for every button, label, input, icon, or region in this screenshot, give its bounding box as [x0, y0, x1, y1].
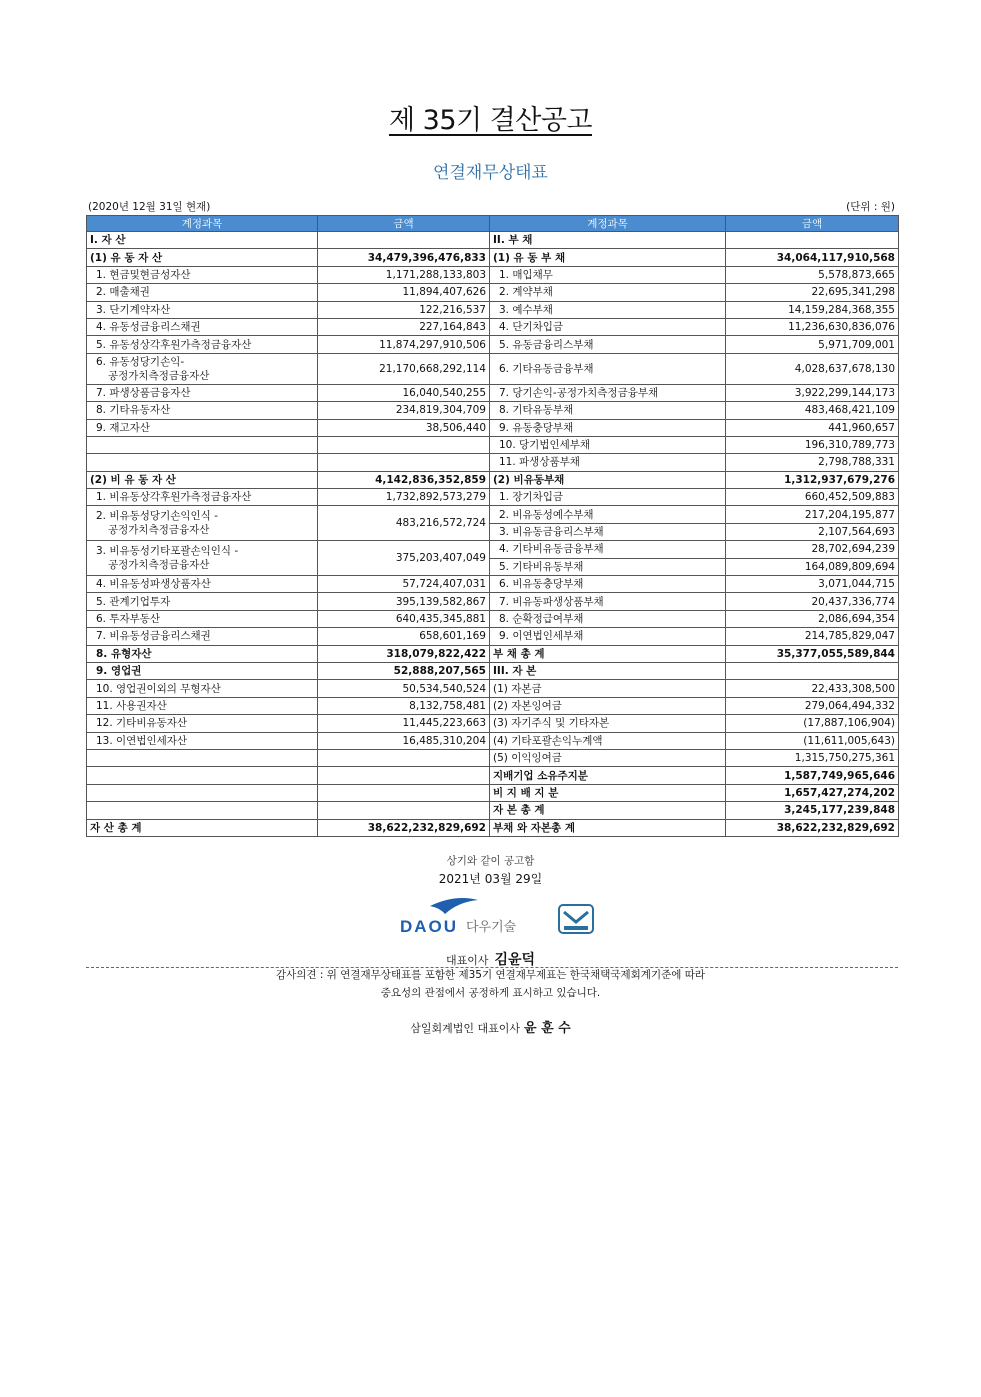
amount-cell: 2,798,788,331	[726, 454, 899, 471]
account-cell: 1. 매입채무	[490, 266, 726, 283]
account-cell: II. 부 채	[490, 232, 726, 249]
account-cell	[87, 749, 318, 766]
account-cell: 3. 비유동금융리스부채	[490, 523, 726, 540]
table-row	[87, 680, 899, 697]
table-row	[87, 249, 899, 266]
amount-cell: 2,107,564,693	[726, 523, 899, 540]
table-row	[87, 384, 899, 401]
account-cell: 8. 순확정급여부채	[490, 610, 726, 627]
auditor-signature	[0, 1017, 981, 1036]
table-row	[87, 402, 899, 419]
account-cell: 8. 유형자산	[87, 645, 318, 662]
amount-cell: 8,132,758,481	[318, 697, 490, 714]
ceo-label: 대표이사	[445, 954, 489, 967]
account-cell: 부채 와 자본총 계	[490, 819, 726, 836]
account-cell: 1. 장기차입금	[490, 489, 726, 506]
account-cell	[87, 454, 318, 471]
account-cell: 6. 기타유동금융부채	[490, 353, 726, 384]
amount-cell: 11,894,407,626	[318, 284, 490, 301]
amount-cell: 11,445,223,663	[318, 715, 490, 732]
account-line: 6. 유동성당기손익-	[96, 355, 185, 368]
account-cell: 8. 기타유동자산	[87, 402, 318, 419]
amount-cell: 1,171,288,133,803	[318, 266, 490, 283]
account-cell	[87, 506, 318, 541]
amount-cell: 22,695,341,298	[726, 284, 899, 301]
account-cell: 11. 파생상품부채	[490, 454, 726, 471]
account-line: 공정가치측정금융자산	[108, 369, 210, 382]
amount-cell: 11,236,630,836,076	[726, 318, 899, 335]
account-line: 3. 비유동성기타포괄손익인식 -	[96, 545, 239, 558]
table-header-row	[87, 216, 899, 232]
table-row	[87, 232, 899, 249]
table-row	[87, 628, 899, 645]
account-cell: 9. 재고자산	[87, 419, 318, 436]
account-cell: (2) 비유동부채	[490, 471, 726, 488]
table-row	[87, 819, 899, 836]
balance-sheet-table	[86, 215, 899, 837]
amount-cell: 441,960,657	[726, 419, 899, 436]
table-row	[87, 802, 899, 819]
account-cell: 비 지 배 지 분	[490, 784, 726, 801]
header-account-left: 계정과목	[87, 216, 318, 232]
account-cell: (1) 유 동 부 채	[490, 249, 726, 266]
account-cell: 12. 기타비유동자산	[87, 715, 318, 732]
account-cell	[87, 541, 318, 576]
amount-cell: 658,601,169	[318, 628, 490, 645]
account-cell: 7. 당기손익-공정가치측정금융부채	[490, 384, 726, 401]
account-cell: 1. 현금및현금성자산	[87, 266, 318, 283]
amount-cell: 16,485,310,204	[318, 732, 490, 749]
amount-cell: 1,657,427,274,202	[726, 784, 899, 801]
account-cell: III. 자 본	[490, 662, 726, 679]
logo-korean: 다우기술	[466, 920, 517, 935]
account-cell: 6. 비유동충당부채	[490, 576, 726, 593]
amount-cell: 227,164,843	[318, 318, 490, 335]
header-amount-left: 금액	[318, 216, 490, 232]
amount-cell: 50,534,540,524	[318, 680, 490, 697]
amount-cell: 34,479,396,476,833	[318, 249, 490, 266]
account-line: 2. 비유동성당기손익인식 -	[96, 510, 218, 523]
account-cell: 자 산 총 계	[87, 819, 318, 836]
amount-cell: 38,506,440	[318, 419, 490, 436]
amount-cell: 38,622,232,829,692	[726, 819, 899, 836]
page-title: 제 35기 결산공고	[388, 105, 592, 136]
amount-cell: 279,064,494,332	[726, 697, 899, 714]
account-cell	[87, 436, 318, 453]
account-cell: 5. 기타비유동부채	[490, 558, 726, 575]
amount-cell: 21,170,668,292,114	[318, 353, 490, 384]
amount-cell: 28,702,694,239	[726, 541, 899, 558]
audit-opinion-line2: 중요성의 관점에서 공정하게 표시하고 있습니다.	[380, 987, 601, 999]
table-row	[87, 318, 899, 335]
table-row	[87, 419, 899, 436]
auditor-label: 삼일회계법인 대표이사	[410, 1022, 521, 1035]
amount-cell	[318, 454, 490, 471]
amount-cell: 483,468,421,109	[726, 402, 899, 419]
logo-wing-icon	[430, 898, 478, 914]
amount-cell: 2,086,694,354	[726, 610, 899, 627]
account-cell: 3. 예수부채	[490, 301, 726, 318]
amount-cell: 395,139,582,867	[318, 593, 490, 610]
table-row	[87, 284, 899, 301]
account-cell: (1) 자본금	[490, 680, 726, 697]
table-row	[87, 767, 899, 784]
amount-cell: (17,887,106,904)	[726, 715, 899, 732]
table-row	[87, 732, 899, 749]
amount-cell: 214,785,829,047	[726, 628, 899, 645]
table-row	[87, 301, 899, 318]
amount-cell	[318, 749, 490, 766]
amount-cell: 3,071,044,715	[726, 576, 899, 593]
table-row	[87, 715, 899, 732]
account-cell: 13. 이연법인세자산	[87, 732, 318, 749]
account-cell: (2) 비 유 동 자 산	[87, 471, 318, 488]
account-cell: 10. 영업권이외의 무형자산	[87, 680, 318, 697]
account-cell	[87, 784, 318, 801]
account-cell	[87, 767, 318, 784]
table-row	[87, 662, 899, 679]
account-cell: 지배기업 소유주지분	[490, 767, 726, 784]
table-row	[87, 645, 899, 662]
table-row	[87, 353, 899, 384]
amount-cell: 3,245,177,239,848	[726, 802, 899, 819]
amount-cell: 38,622,232,829,692	[318, 819, 490, 836]
ceo-name: 김윤덕	[494, 952, 536, 968]
account-cell: 부 채 총 계	[490, 645, 726, 662]
amount-cell: 4,028,637,678,130	[726, 353, 899, 384]
amount-cell: 5,578,873,665	[726, 266, 899, 283]
amount-cell	[318, 802, 490, 819]
account-cell: 2. 매출채권	[87, 284, 318, 301]
account-cell: 2. 계약부채	[490, 284, 726, 301]
logo-text: DAOU	[400, 917, 459, 936]
account-cell: (3) 자기주식 및 기타자본	[490, 715, 726, 732]
table-row	[87, 436, 899, 453]
account-cell: (2) 자본잉여금	[490, 697, 726, 714]
date-note: (2020년 12월 31일 현재)	[88, 201, 211, 213]
account-cell: 4. 유동성금융리스채권	[87, 318, 318, 335]
account-cell: 2. 비유동성예수부채	[490, 506, 726, 523]
amount-cell: 35,377,055,589,844	[726, 645, 899, 662]
amount-cell: 318,079,822,422	[318, 645, 490, 662]
company-seal-icon	[558, 904, 594, 934]
table-row	[87, 749, 899, 766]
amount-cell: 1,587,749,965,646	[726, 767, 899, 784]
account-cell: 5. 관계기업투자	[87, 593, 318, 610]
table-row	[87, 784, 899, 801]
amount-cell: 11,874,297,910,506	[318, 336, 490, 353]
audit-opinion-line1: 감사의견 : 위 연결재무상태표를 포함한 제35기 연결재무제표는 한국채택국제회계기준에 따라	[275, 969, 706, 981]
account-cell: 10. 당기법인세부채	[490, 436, 726, 453]
amount-cell: (11,611,005,643)	[726, 732, 899, 749]
account-cell: 4. 단기차입금	[490, 318, 726, 335]
amount-cell: 660,452,509,883	[726, 489, 899, 506]
amount-cell: 217,204,195,877	[726, 506, 899, 523]
account-cell: (4) 기타포괄손익누계액	[490, 732, 726, 749]
amount-cell: 1,315,750,275,361	[726, 749, 899, 766]
notice-date: 2021년 03월 29일	[438, 872, 543, 886]
account-cell: 7. 비유동성금융리스채권	[87, 628, 318, 645]
table-row	[87, 471, 899, 488]
amount-cell: 483,216,572,724	[318, 506, 490, 541]
account-cell: 9. 영업권	[87, 662, 318, 679]
amount-cell: 14,159,284,368,355	[726, 301, 899, 318]
table-row	[87, 266, 899, 283]
amount-cell: 20,437,336,774	[726, 593, 899, 610]
header-account-right: 계정과목	[490, 216, 726, 232]
account-cell: I. 자 산	[87, 232, 318, 249]
amount-cell: 52,888,207,565	[318, 662, 490, 679]
account-cell: 11. 사용권자산	[87, 697, 318, 714]
table-row	[87, 610, 899, 627]
table-row	[87, 489, 899, 506]
amount-cell	[318, 767, 490, 784]
statement-subtitle: 연결재무상태표	[433, 163, 548, 183]
amount-cell: 16,040,540,255	[318, 384, 490, 401]
account-line: 공정가치측정금융자산	[108, 559, 210, 572]
account-cell: 9. 유동충당부채	[490, 419, 726, 436]
amount-cell: 1,312,937,679,276	[726, 471, 899, 488]
table-row	[87, 576, 899, 593]
account-line: 공정가치측정금융자산	[108, 524, 210, 537]
amount-cell	[318, 784, 490, 801]
daou-logo	[400, 896, 530, 936]
account-cell: 자 본 총 계	[490, 802, 726, 819]
amount-cell: 5,971,709,001	[726, 336, 899, 353]
amount-cell: 22,433,308,500	[726, 680, 899, 697]
amount-cell: 122,216,537	[318, 301, 490, 318]
account-cell: 3. 단기계약자산	[87, 301, 318, 318]
table-row	[87, 506, 899, 523]
amount-cell	[318, 436, 490, 453]
account-cell: 8. 기타유동부채	[490, 402, 726, 419]
account-cell	[87, 802, 318, 819]
auditor-name: 윤 훈 수	[524, 1021, 571, 1036]
unit-note: (단위 : 원)	[846, 201, 895, 213]
amount-cell: 164,089,809,694	[726, 558, 899, 575]
account-cell: (5) 이익잉여금	[490, 749, 726, 766]
ceo-signature	[0, 949, 981, 969]
amount-cell: 375,203,407,049	[318, 541, 490, 576]
table-row	[87, 454, 899, 471]
notice-text: 상기와 같이 공고함	[446, 855, 535, 867]
account-cell: 7. 비유동파생상품부채	[490, 593, 726, 610]
account-cell: 4. 기타비유동금융부채	[490, 541, 726, 558]
account-cell: 9. 이연법인세부채	[490, 628, 726, 645]
account-cell: 5. 유동성상각후원가측정금융자산	[87, 336, 318, 353]
amount-cell: 234,819,304,709	[318, 402, 490, 419]
amount-cell: 1,732,892,573,279	[318, 489, 490, 506]
account-cell: 7. 파생상품금융자산	[87, 384, 318, 401]
amount-cell: 4,142,836,352,859	[318, 471, 490, 488]
table-row	[87, 697, 899, 714]
account-cell: (1) 유 동 자 산	[87, 249, 318, 266]
account-cell	[87, 353, 318, 384]
amount-cell	[726, 232, 899, 249]
table-row	[87, 593, 899, 610]
amount-cell	[318, 232, 490, 249]
account-cell: 4. 비유동성파생상품자산	[87, 576, 318, 593]
account-cell: 5. 유동금융리스부채	[490, 336, 726, 353]
amount-cell: 196,310,789,773	[726, 436, 899, 453]
amount-cell: 3,922,299,144,173	[726, 384, 899, 401]
amount-cell: 57,724,407,031	[318, 576, 490, 593]
table-row	[87, 336, 899, 353]
amount-cell: 640,435,345,881	[318, 610, 490, 627]
amount-cell: 34,064,117,910,568	[726, 249, 899, 266]
header-amount-right: 금액	[726, 216, 899, 232]
amount-cell	[726, 662, 899, 679]
account-cell: 6. 투자부동산	[87, 610, 318, 627]
table-row	[87, 541, 899, 558]
account-cell: 1. 비유동상각후원가측정금융자산	[87, 489, 318, 506]
